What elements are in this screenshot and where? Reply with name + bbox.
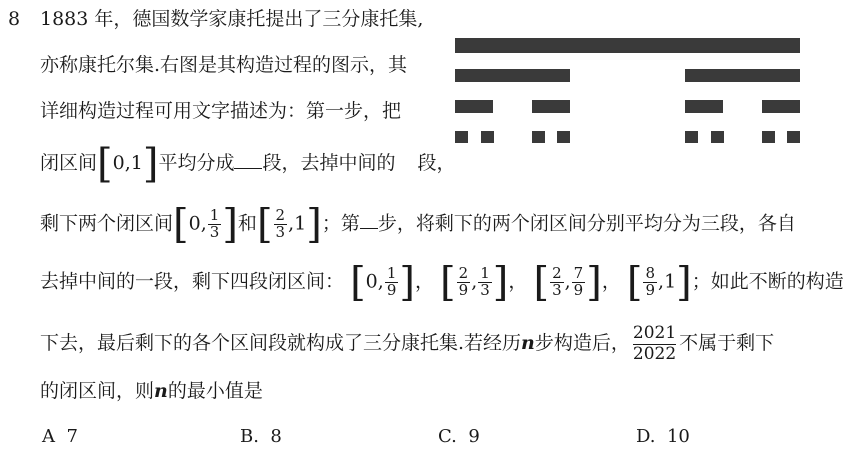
interval: 0,1 bbox=[112, 152, 143, 174]
text: 步，将剩下的两个闭区间分别平均分为三段，各自 bbox=[377, 212, 796, 235]
comma: , bbox=[200, 212, 207, 235]
cantor-level-2-segment bbox=[685, 100, 723, 113]
fraction-2021-2022: $\frac{2021}{2022}$ bbox=[632, 323, 677, 364]
cantor-level-3-segment bbox=[481, 131, 494, 143]
text: 段， bbox=[417, 152, 456, 174]
separator: ， bbox=[508, 270, 528, 293]
fraction-2-3: $\frac{2}{3}$ bbox=[275, 206, 286, 241]
text: 下去，最后剩下的各个区间段就构成了三分康托集.若经历 bbox=[40, 332, 522, 355]
cantor-level-0-segment bbox=[455, 38, 800, 53]
bracket-right: ] bbox=[142, 141, 159, 187]
cantor-level-3-segment bbox=[557, 131, 570, 143]
question-line-8 bbox=[40, 382, 263, 401]
comma: , bbox=[377, 270, 384, 293]
question-line-7 bbox=[40, 324, 774, 364]
fraction-7-9: $\frac{7}{9}$ bbox=[573, 264, 584, 299]
text: 平均分成 bbox=[158, 152, 235, 174]
bracket-left: [ bbox=[626, 259, 643, 306]
fraction-1-3: $\frac{1}{3}$ bbox=[480, 264, 490, 299]
text: 步构造后， bbox=[534, 332, 630, 355]
fraction-1-3: $\frac{1}{3}$ bbox=[209, 206, 220, 241]
cantor-level-2-segment bbox=[455, 100, 493, 113]
comma: , bbox=[658, 270, 665, 293]
text: 不属于剩下 bbox=[679, 332, 775, 355]
fraction-8-9: $\frac{8}{9}$ bbox=[645, 264, 656, 299]
cantor-level-3-segment bbox=[711, 131, 724, 143]
one: 1 bbox=[664, 270, 677, 293]
cantor-level-3-segment bbox=[762, 131, 775, 143]
fraction-2-9: $\frac{2}{9}$ bbox=[458, 264, 469, 299]
separator: ， bbox=[601, 270, 621, 293]
comma: , bbox=[288, 212, 295, 235]
fraction-2-3: $\frac{2}{3}$ bbox=[552, 264, 562, 299]
question-line-4 bbox=[40, 141, 456, 187]
cantor-level-1-segment bbox=[455, 69, 570, 82]
question-line-2: 亦称康托尔集.右图是其构造过程的图示，其 bbox=[40, 54, 408, 76]
bracket-left: [ bbox=[256, 201, 273, 248]
answer-blank[interactable] bbox=[234, 152, 262, 169]
cantor-level-1-segment bbox=[685, 69, 800, 82]
fraction-1-9: $\frac{1}{9}$ bbox=[386, 264, 397, 299]
answer-blank[interactable] bbox=[360, 212, 378, 229]
bracket-right: ] bbox=[586, 259, 602, 306]
bracket-right: ] bbox=[399, 259, 415, 306]
text: ；如此不断的构造 bbox=[691, 270, 844, 293]
text: 和 bbox=[237, 212, 257, 235]
zero: 0 bbox=[188, 212, 201, 235]
question-line-5 bbox=[40, 201, 796, 248]
text: 去掉中间的一段，剩下四段闭区间： bbox=[40, 270, 345, 293]
bracket-left: [ bbox=[173, 201, 189, 248]
text: 剩下两个闭区间 bbox=[40, 212, 174, 235]
text: ；第 bbox=[321, 212, 360, 235]
cantor-level-3-segment bbox=[787, 131, 800, 143]
option-b[interactable]: B. 8 bbox=[240, 426, 282, 447]
option-c[interactable]: C. 9 bbox=[438, 426, 480, 447]
text: 的闭区间，则 bbox=[40, 380, 155, 402]
question-number: 8 bbox=[8, 8, 21, 30]
comma: , bbox=[564, 270, 571, 293]
bracket-right: ] bbox=[492, 259, 509, 306]
text: 闭区间 bbox=[40, 152, 98, 174]
bracket-right: ] bbox=[222, 201, 238, 248]
question-line-1: 1883 年，德国数学家康托提出了三分康托集, bbox=[40, 8, 424, 30]
cantor-level-2-segment bbox=[762, 100, 800, 113]
bracket-left: [ bbox=[440, 259, 456, 306]
text: 段，去掉中间的 bbox=[262, 152, 396, 174]
cantor-level-2-segment bbox=[532, 100, 570, 113]
cantor-level-3-segment bbox=[532, 131, 545, 143]
cantor-level-3-segment bbox=[455, 131, 468, 143]
bracket-right: ] bbox=[306, 201, 322, 248]
separator: ， bbox=[414, 270, 434, 293]
question-line-6 bbox=[40, 259, 844, 306]
answer-blank[interactable] bbox=[395, 153, 417, 169]
text: 的最小值是 bbox=[167, 380, 263, 402]
bracket-right: ] bbox=[676, 259, 692, 306]
bracket-left: [ bbox=[533, 259, 550, 306]
bracket-left: [ bbox=[97, 141, 113, 187]
option-d[interactable]: D. 10 bbox=[636, 426, 690, 447]
bracket-left: [ bbox=[350, 259, 366, 306]
variable-n: n bbox=[521, 332, 535, 355]
option-a[interactable]: A 7 bbox=[42, 426, 78, 447]
variable-n: n bbox=[154, 380, 168, 402]
cantor-level-3-segment bbox=[685, 131, 698, 143]
comma: , bbox=[471, 270, 478, 293]
one: 1 bbox=[294, 212, 307, 235]
question-line-3: 详细构造过程可用文字描述为：第一步，把 bbox=[40, 100, 402, 122]
zero: 0 bbox=[365, 270, 378, 293]
